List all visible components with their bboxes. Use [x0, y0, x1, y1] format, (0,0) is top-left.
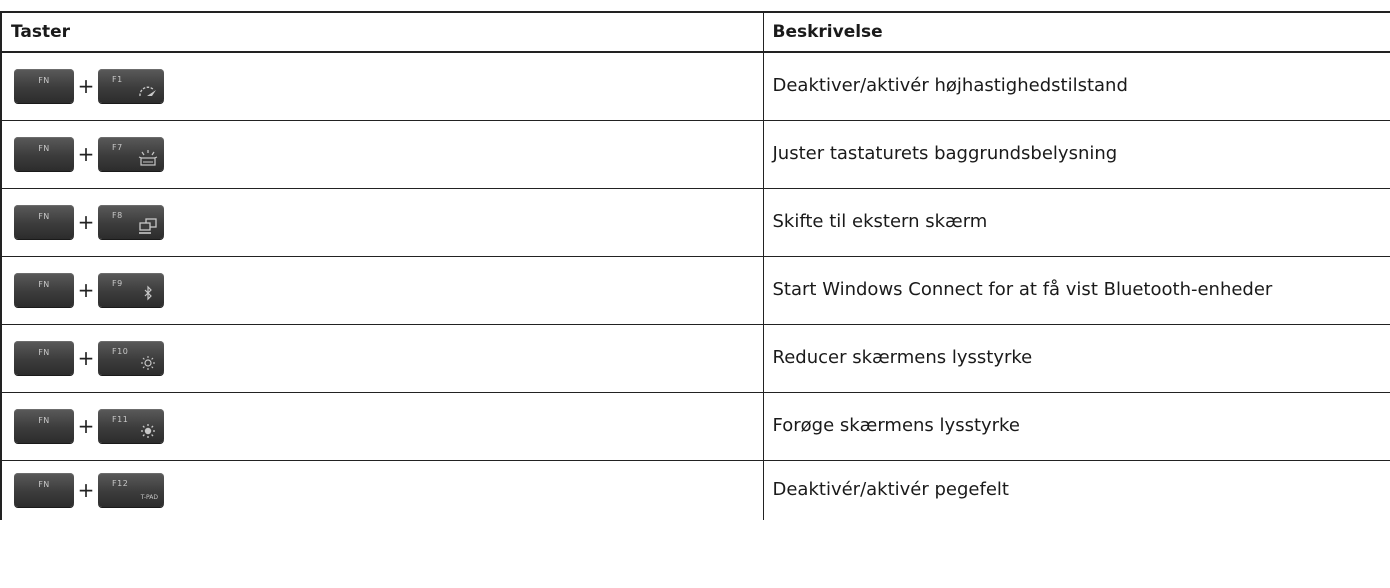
bluetooth-icon — [137, 285, 159, 303]
table-row — [1, 188, 1390, 256]
key-label: F7 — [112, 143, 123, 152]
table-row — [1, 392, 1390, 460]
f11-key — [98, 409, 164, 443]
key-label: FN — [38, 76, 50, 86]
description-cell: Juster tastaturets baggrundsbelysning — [763, 120, 1390, 188]
f10-key — [98, 341, 164, 375]
description-cell: Deaktiver/aktivér højhastighedstilstand — [763, 52, 1390, 120]
key-label: FN — [38, 348, 50, 357]
key-label: F10 — [112, 347, 129, 356]
key-combo — [14, 69, 763, 103]
keys-cell — [1, 324, 763, 392]
description-cell: Start Windows Connect for at få vist Bluetooth-enheder — [763, 256, 1390, 324]
key-label: F12 — [112, 479, 129, 489]
key-combo — [14, 205, 763, 239]
shortcut-table — [0, 11, 1390, 520]
keys-cell — [1, 188, 763, 256]
fn-key — [14, 409, 74, 443]
key-combo — [14, 273, 763, 307]
key-label: F1 — [112, 75, 123, 85]
external-display-icon — [137, 217, 159, 235]
brightness-up-icon — [137, 421, 159, 439]
fn-key — [14, 205, 74, 239]
key-label: FN — [38, 480, 50, 490]
key-label: FN — [38, 212, 50, 221]
plus-sign: + — [77, 278, 95, 302]
f8-key — [98, 205, 164, 239]
key-label: FN — [38, 144, 50, 153]
performance-gauge-icon — [137, 81, 159, 99]
table-row — [1, 120, 1390, 188]
keys-cell — [1, 52, 763, 120]
fn-key — [14, 473, 74, 507]
description-cell: Reducer skærmens lysstyrke — [763, 324, 1390, 392]
keys-cell — [1, 120, 763, 188]
description-cell: Skifte til ekstern skærm — [763, 188, 1390, 256]
key-combo — [14, 409, 763, 443]
plus-sign: + — [77, 74, 95, 99]
fn-key — [14, 341, 74, 375]
f12-key — [98, 473, 164, 507]
brightness-down-icon — [137, 353, 159, 371]
keys-cell — [1, 392, 763, 460]
key-combo — [14, 341, 763, 375]
table-header-row — [1, 12, 1390, 52]
key-combo — [14, 137, 763, 171]
fn-key — [14, 273, 74, 307]
fn-key — [14, 137, 74, 171]
key-combo — [14, 473, 763, 507]
plus-sign: + — [77, 142, 95, 166]
plus-sign: + — [77, 346, 95, 370]
touchpad-key-sublabel: T-PAD — [140, 494, 158, 502]
f1-key — [98, 69, 164, 103]
keys-cell — [1, 256, 763, 324]
key-label: FN — [38, 280, 50, 289]
table-row — [1, 460, 1390, 520]
key-label: F8 — [112, 211, 123, 220]
header-description: Beskrivelse — [763, 12, 1390, 52]
header-keys: Taster — [1, 12, 763, 52]
fn-key — [14, 69, 74, 103]
plus-sign: + — [77, 210, 95, 234]
table-row — [1, 52, 1390, 120]
key-label: F11 — [112, 415, 129, 424]
plus-sign: + — [77, 478, 95, 503]
table-row — [1, 256, 1390, 324]
keys-cell — [1, 460, 763, 520]
f7-key — [98, 137, 164, 171]
key-label: FN — [38, 416, 50, 425]
table-row — [1, 324, 1390, 392]
keyboard-backlight-icon — [137, 149, 159, 167]
key-label: F9 — [112, 279, 123, 288]
description-cell: Deaktivér/aktivér pegefelt — [763, 460, 1390, 520]
plus-sign: + — [77, 414, 95, 438]
f9-key — [98, 273, 164, 307]
description-cell: Forøge skærmens lysstyrke — [763, 392, 1390, 460]
